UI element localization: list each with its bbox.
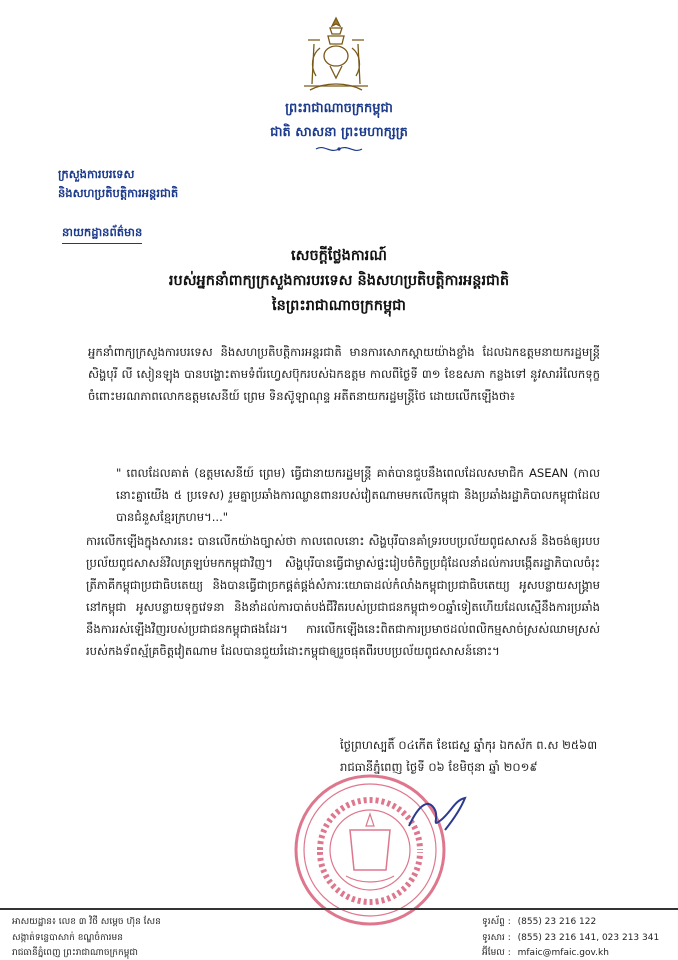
phone-label: ទូរស័ព្ទ : <box>482 917 511 927</box>
solar-date: រាជធានីភ្នំពេញ ថ្ងៃទី ០៦ ខែមិថុនា ឆ្នាំ ២០១៩ <box>340 760 538 774</box>
national-motto: ជាតិ សាសនា ព្រះមហាក្សត្រ <box>270 125 408 140</box>
body-quote: " ពេលដែលគាត់ (ឧត្តមសេនីយ៍ ព្រេម) ធ្វើជានាយករដ្ឋមន្ត្រី គាត់បានជួបនឹងពេលដែលសមាជិក ASEAN (កាលនោះគ្នាយើង ៥ ប្រទេស) រួមគ្នាប្រឆាំងការឈ្លានពានរបស់វៀតណាមមកលើកម្ពុជា និងប្រឆាំងរដ្ឋាភិបាលកម្ពុជាដែលបានជំនួសខ្មែរក្រហម។..." <box>116 466 600 524</box>
statement-subtitle-line1: របស់អ្នកនាំពាក្យក្រសួងការបរទេស និងសហប្រតិបត្តិការអន្តរជាតិ <box>168 273 510 289</box>
email-label: អ៊ីមែល : <box>482 948 511 958</box>
royal-coat-of-arms-icon <box>290 14 382 96</box>
lunar-date: ថ្ងៃព្រហស្បតិ៍ ០៤កើត ខែជេស្ឋ ឆ្នាំកុរ ឯកស័ក ព.ស ២៥៦៣ <box>340 738 598 752</box>
footer-email <box>482 947 609 960</box>
phone-value: (855) 23 216 122 <box>517 917 597 927</box>
footer-address-line2: សង្កាត់ទន្លេបាសាក់ ខណ្ឌចំការមន <box>12 933 123 943</box>
body-paragraph-1: អ្នកនាំពាក្យក្រសួងការបរទេស និងសហប្រតិបត្តិការអន្តរជាតិ មានការសោកស្តាយយ៉ាងខ្លាំង ដែលឯកឧត្តមនាយករដ្ឋមន្ត្រីសិង្ហបុរី លី សៀនឡុង បានបង្ហោះតាមទំព័រហ្វេសប៊ុករបស់ឯកឧត្តម កាលពីថ្ងៃទី ៣១ ខែឧសភា កន្លងទៅ នូវសាររំលែកទុក្ខចំពោះមរណភាពលោកឧត្តមសេនីយ៍ ព្រេម ទិនស៊ូឡាណុន្ទ អតីតនាយករដ្ឋមន្ត្រីថៃ ដោយលើកឡើងថា៖ <box>88 345 600 403</box>
ministry-name-line2: និងសហប្រតិបត្តិការអន្តរជាតិ <box>58 186 179 200</box>
fax-value: (855) 23 216 141, 023 213 341 <box>517 933 660 943</box>
kingdom-heading: ព្រះរាជាណាចក្រកម្ពុជា <box>285 101 393 116</box>
body-paragraph-3: ការលើកឡើងក្នុងសារនេះ បានលើកយ៉ាងច្បាស់ថា កាលពេលនោះ សិង្ហបុរីបានគាំទ្ររបបប្រល័យពូជសាសន៍ និងចង់ឲ្យរបបប្រល័យពូជសាសន៍វិលត្រឡប់មកកម្ពុជាវិញ។ សិង្ហបុរីបានធ្វើជាម្ចាស់ផ្ទះរៀបចំកិច្ចប្រជុំដែលនាំដល់ការបង្កើតរដ្ឋាភិបាលចំរុះត្រីភាគីកម្ពុជាប្រជាធិបតេយ្យ និងបានធ្វើជាច្រកផ្គត់ផ្គង់សំភារៈយោធាដល់កំលាំងកម្ពុជាប្រជាធិបតេយ្យ អូសបន្លាយសង្គ្រាមនៅកម្ពុជា អូសបន្លាយទុក្ខវេទនា និងនាំដល់ការបាត់បង់ជីវិតរបស់ប្រជាជនកម្ពុជា១០ឆ្នាំទៀតហើយដែលស្មើនឹងការប្រឆាំងនឹងការរស់ឡើងវិញរបស់ប្រជាជនកម្ពុជាផងដែរ។ ការលើកឡើងនេះពិតជាការប្រមាថដល់ពលិកម្មសាច់ស្រស់ឈាមស្រស់របស់កងទ័ពស្ម័គ្រចិត្តវៀតណាម ដែលបានជួយរំដោះកម្ពុជាឲ្យរួចផុតពីរបបប្រល័យពូជសាសន៍នោះ។ <box>86 534 600 658</box>
footer-fax <box>482 932 659 945</box>
signature-icon <box>405 790 475 838</box>
statement-subtitle-line2: នៃព្រះរាជាណាចក្រកម្ពុជា <box>272 298 406 314</box>
footer-address-line3: រាជធានីភ្នំពេញ ព្រះរាជាណាចក្រកម្ពុជា <box>12 948 138 958</box>
footer-address-line1: អាសយដ្ឋាន៖ លេខ ៣ វិថី សម្តេច ហ៊ុន សែន <box>12 917 161 927</box>
department-name: នាយកដ្ឋានព័ត៌មាន <box>62 225 142 244</box>
statement-title: សេចក្តីថ្លែងការណ៍ <box>291 248 387 264</box>
divider-ornament-icon <box>314 143 364 155</box>
footer-phone <box>482 916 596 929</box>
email-value[interactable]: mfaic@mfaic.gov.kh <box>517 948 609 958</box>
footer-divider <box>0 908 678 910</box>
ministry-name-line1: ក្រសួងការបរទេស <box>58 167 135 181</box>
fax-label: ទូរសារ : <box>482 933 511 943</box>
